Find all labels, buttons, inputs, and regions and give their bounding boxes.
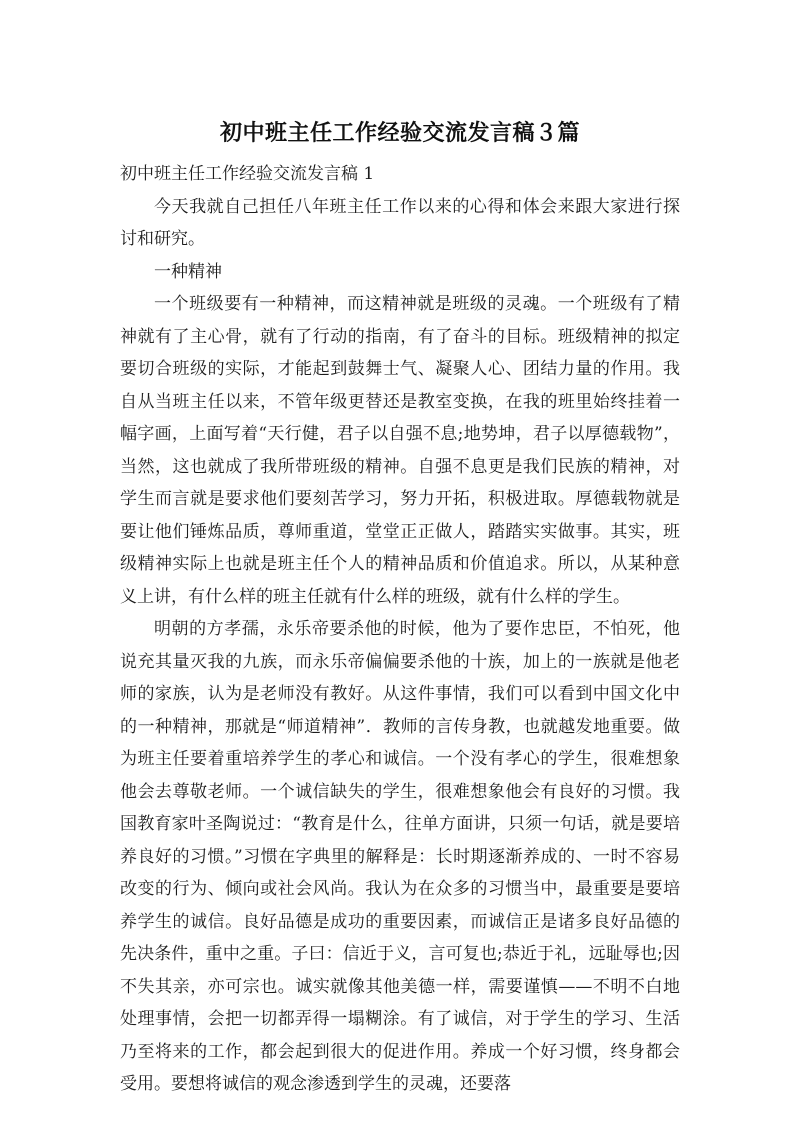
paragraph-intro: 今天我就自己担任八年班主任工作以来的心得和体会来跟大家进行探讨和研究。 — [120, 196, 680, 249]
section-subtitle: 初中班主任工作经验交流发言稿 1 — [120, 164, 375, 184]
paragraph-teacher-spirit: 明朝的方孝孺，永乐帝要杀他的时候，他为了要作忠臣，不怕死，他说充其量灭我的九族，而永乐帝偏偏要杀他的十族，加上的一族就是他老师的家族，认为是老师没有教好。从这件事情，我们可以看到中国文化中的一种精神，那就是“师道精神”．教师的言传身教，也就越发地重要。做为班主任要着重培养学生的孝心和诚信。一个没有孝心的学生，很难想象他会去尊敬老师。一个诚信缺失的学生，很难想象他会有良好的习惯。我国教育家叶圣陶说过：“教育是什么，往单方面讲，只须一句话，就是要培养良好的习惯。”习惯在字典里的解释是：长时期逐渐养成的、一时不容易改变的行为、倾向或社会风尚。我认为在众多的习惯当中，最重要是要培养学生的诚信。良好品德是成功的重要因素，而诚信正是诸多良好品德的先决条件，重中之重。子曰：信近于义，言可复也;恭近于礼，远耻辱也;因不失其亲，亦可宗也。诚实就像其他美德一样，需要谨慎——不明不白地处理事情，会把一切都弄得一塌糊涂。有了诚信，对于学生的学习、生活乃至将来的工作，都会起到很大的促进作用。养成一个好习惯，终身都会受用。要想将诚信的观念渗透到学生的灵魂，还要落 — [120, 619, 680, 1094]
document-title: 初中班主任工作经验交流发言稿３篇 — [219, 121, 580, 146]
paragraph-class-spirit: 一个班级要有一种精神，而这精神就是班级的灵魂。一个班级有了精神就有了主心骨，就有了行动的指南，有了奋斗的目标。班级精神的拟定要切合班级的实际，才能起到鼓舞士气、凝聚人心、团结力量的作用。我自从当班主任以来，不管年级更替还是教室变换，在我的班里始终挂着一幅字画，上面写着“天行健，君子以自强不息;地势坤，君子以厚德载物”，当然，这也就成了我所带班级的精神。自强不息更是我们民族的精神，对学生而言就是要求他们要刻苦学习，努力开拓，积极进取。厚德载物就是要让他们锤炼品质，尊师重道，堂堂正正做人，踏踏实实做事。其实，班级精神实际上也就是班主任个人的精神品质和价值追求。所以，从某种意义上讲，有什么样的班主任就有什么样的班级，就有什么样的学生。 — [120, 294, 680, 607]
paragraph-heading-spirit: 一种精神 — [154, 261, 222, 282]
document-body — [120, 158, 680, 1101]
